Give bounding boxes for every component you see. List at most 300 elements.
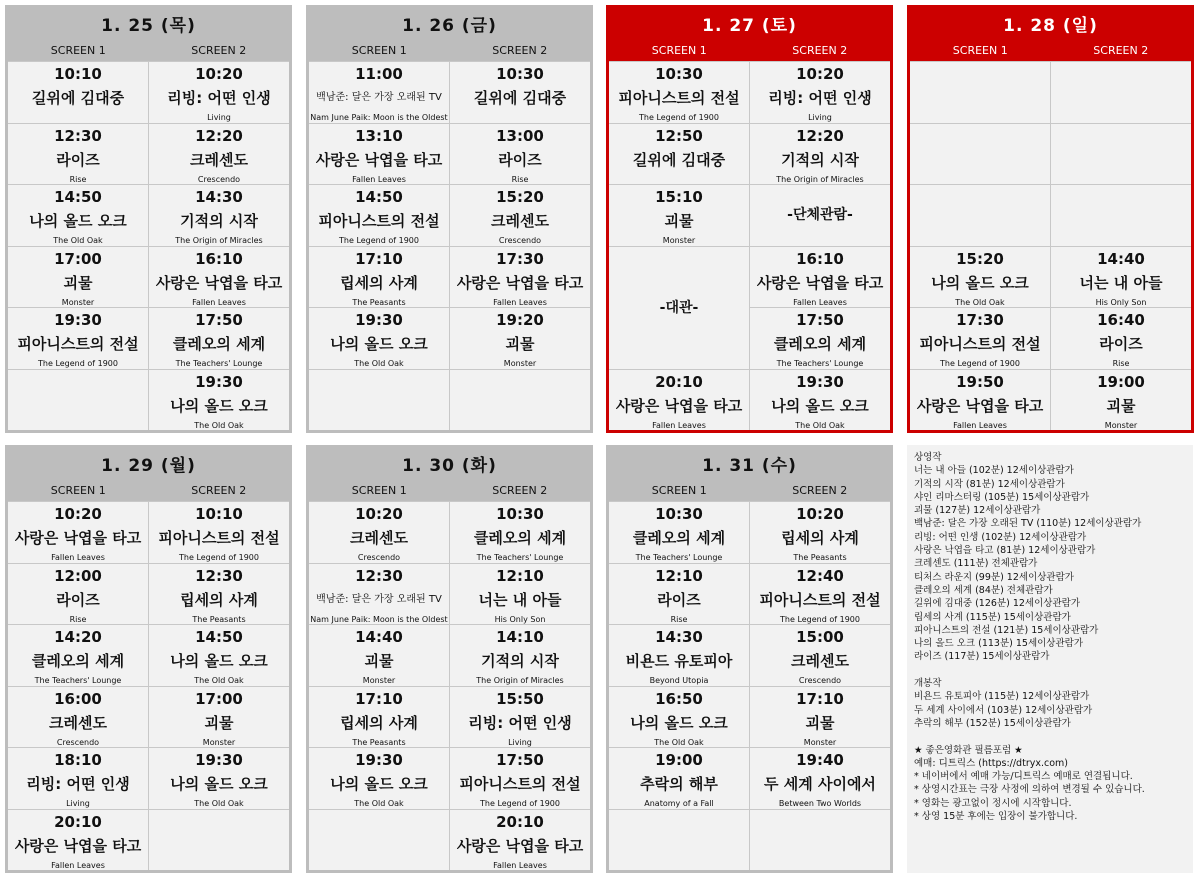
movie-title-ko: 피아니스트의 전설 xyxy=(17,335,139,353)
showtime: 12:20 xyxy=(796,126,844,145)
showtime: 19:00 xyxy=(655,751,703,769)
screening-slot[interactable] xyxy=(450,563,590,625)
screening-slot[interactable] xyxy=(8,184,148,246)
screening-slot[interactable] xyxy=(750,123,890,185)
screening-slot[interactable] xyxy=(609,61,749,123)
screen-column xyxy=(8,61,148,430)
movie-title-en: Fallen Leaves xyxy=(51,553,105,562)
info-line: 예매: 디트릭스 (https://dtryx.com) xyxy=(914,757,1068,769)
showtime: 14:50 xyxy=(195,628,243,646)
movie-title-en: Rise xyxy=(1112,359,1130,368)
screening-slot[interactable] xyxy=(309,307,449,369)
screening-slot[interactable] xyxy=(149,501,289,563)
screen-label: SCREEN 1 xyxy=(952,44,1008,57)
screen-header xyxy=(309,41,590,61)
showtime: 15:50 xyxy=(496,689,544,708)
movie-title-en: The Legend of 1900 xyxy=(339,236,419,245)
schedule-grid xyxy=(8,61,289,430)
screen-column xyxy=(449,501,590,870)
screening-slot[interactable] xyxy=(1051,246,1191,308)
movie-title-ko: 나의 올드 오크 xyxy=(931,273,1029,292)
movie-title-en: Rise xyxy=(69,174,87,184)
movie-title-ko: 크레센도 xyxy=(49,713,107,732)
screening-slot[interactable] xyxy=(910,369,1050,431)
info-line: 라이즈 (117분) 15세이상관람가 xyxy=(914,651,1050,663)
screening-slot[interactable] xyxy=(450,501,590,563)
screening-slot[interactable] xyxy=(149,246,289,308)
screening-slot[interactable] xyxy=(8,686,148,748)
movie-title-ko: 너는 내 아들 xyxy=(1079,273,1163,292)
showtime: 17:50 xyxy=(195,311,243,329)
movie-title-ko: 라이즈 xyxy=(56,590,100,609)
screen-header xyxy=(8,41,289,61)
movie-title-ko: 리빙: 어떤 인생 xyxy=(768,89,872,107)
screening-slot xyxy=(309,369,449,431)
screening-slot[interactable] xyxy=(149,686,289,748)
movie-title-en: The Teachers' Lounge xyxy=(476,553,564,562)
movie-title-ko: 백남준: 달은 가장 오래된 TV xyxy=(316,92,442,103)
movie-title-en: Fallen Leaves xyxy=(192,297,246,307)
movie-title-en: The Legend of 1900 xyxy=(780,614,860,624)
day-title: 1. 27 (토) xyxy=(609,8,890,41)
day-title: 1. 28 (일) xyxy=(910,8,1191,41)
movie-title-ko: 클레오의 세계 xyxy=(172,335,266,353)
showtime: 10:30 xyxy=(496,505,544,523)
showtime: 19:30 xyxy=(796,372,844,391)
movie-title-en: The Old Oak xyxy=(955,297,1005,307)
movie-title-ko: 피아니스트의 전설 xyxy=(618,89,740,107)
screening-slot[interactable] xyxy=(309,686,449,748)
movie-title-en: The Old Oak xyxy=(354,799,404,808)
movie-title-en: Fallen Leaves xyxy=(793,297,847,307)
showtime: 19:00 xyxy=(1097,372,1145,391)
screening-slot[interactable] xyxy=(609,123,749,185)
showtime: 14:20 xyxy=(54,628,102,646)
showtime: 10:20 xyxy=(195,65,243,83)
screening-slot[interactable] xyxy=(750,61,890,123)
screen-label: SCREEN 1 xyxy=(50,44,106,57)
screen-header xyxy=(609,481,890,501)
screen-column xyxy=(148,501,289,870)
screening-slot[interactable] xyxy=(609,501,749,563)
info-line: * 네이버에서 예매 가능/디트릭스 예매로 연결됩니다. xyxy=(914,771,1133,783)
movie-title-ko: 기적의 시작 xyxy=(781,150,859,169)
movie-title-ko: 괴물 xyxy=(364,652,394,670)
screening-slot[interactable] xyxy=(910,307,1050,369)
movie-title-ko: 크레센도 xyxy=(791,652,849,670)
screening-slot[interactable] xyxy=(750,563,890,625)
movie-title-en: Fallen Leaves xyxy=(493,297,547,307)
showtime: 16:40 xyxy=(1097,311,1145,329)
day-title: 1. 30 (화) xyxy=(309,448,590,481)
showtime: 17:30 xyxy=(956,311,1004,329)
info-line: 클레오의 세계 (84분) 전체관람가 xyxy=(914,584,1053,596)
screening-slot xyxy=(750,809,890,871)
screening-slot[interactable] xyxy=(149,184,289,246)
reserved-label: -단체관람- xyxy=(787,207,853,224)
showtime: 14:40 xyxy=(355,628,403,646)
movie-title-en: Fallen Leaves xyxy=(352,174,406,184)
movie-title-en: Living xyxy=(66,799,90,808)
screening-slot[interactable] xyxy=(609,686,749,748)
screening-slot xyxy=(309,809,449,871)
screen-header xyxy=(910,41,1191,61)
movie-title-ko: 피아니스트의 전설 xyxy=(459,775,581,793)
screening-slot xyxy=(450,369,590,431)
screening-slot[interactable] xyxy=(309,747,449,809)
screening-slot[interactable] xyxy=(8,246,148,308)
movie-title-ko: 사랑은 낙엽을 타고 xyxy=(14,836,142,855)
movie-title-ko: 나의 올드 오크 xyxy=(170,652,268,670)
screening-slot xyxy=(1051,123,1191,185)
screening-slot[interactable] xyxy=(149,307,289,369)
info-line: * 상영시간표는 극장 사정에 의하여 변경될 수 있습니다. xyxy=(914,784,1145,796)
info-line: 상영작 xyxy=(914,452,942,463)
day-schedule xyxy=(5,445,292,873)
movie-title-ko: 클레오의 세계 xyxy=(773,335,867,353)
schedule-grid xyxy=(609,61,890,430)
movie-title-en: The Peasants xyxy=(192,614,246,624)
screen-label: SCREEN 2 xyxy=(1093,44,1149,57)
screening-slot[interactable] xyxy=(8,123,148,185)
showtime: 20:10 xyxy=(54,812,102,831)
screening-slot[interactable] xyxy=(8,809,148,871)
movie-title-ko: 라이즈 xyxy=(498,150,542,169)
movie-title-ko: 사랑은 낙엽을 타고 xyxy=(456,273,584,292)
screening-slot[interactable] xyxy=(450,184,590,246)
day-title: 1. 25 (목) xyxy=(8,8,289,41)
movie-title-ko: 괴물 xyxy=(505,335,535,353)
showtime: 16:10 xyxy=(195,249,243,268)
movie-title-en: His Only Son xyxy=(1095,297,1147,307)
movie-title-ko: 추락의 해부 xyxy=(640,775,718,793)
reserved-slot xyxy=(609,246,749,369)
screen-column xyxy=(1050,61,1191,430)
movie-title-ko: 괴물 xyxy=(63,273,93,292)
info-line: 백남준: 달은 가장 오래된 TV (110분) 12세이상관람가 xyxy=(914,518,1142,530)
showtime: 19:50 xyxy=(956,372,1004,391)
screening-slot[interactable] xyxy=(1051,307,1191,369)
screening-slot[interactable] xyxy=(609,184,749,246)
screening-slot[interactable] xyxy=(910,246,1050,308)
movie-title-ko: 길위에 김대중 xyxy=(31,89,125,107)
showtime: 19:30 xyxy=(195,372,243,391)
showtime: 13:10 xyxy=(355,126,403,145)
movie-title-ko: 피아니스트의 전설 xyxy=(919,335,1041,353)
movie-title-ko: 괴물 xyxy=(204,713,234,732)
movie-title-ko: 피아니스트의 전설 xyxy=(158,529,280,547)
schedule-grid xyxy=(309,61,590,430)
screening-slot[interactable] xyxy=(309,246,449,308)
screen-column xyxy=(309,61,449,430)
screen-label: SCREEN 2 xyxy=(191,484,247,497)
screening-slot[interactable] xyxy=(750,686,890,748)
screening-slot[interactable] xyxy=(450,809,590,871)
info-line: 비욘드 유토피아 (115분) 12세이상관람가 xyxy=(914,691,1090,703)
screen-column xyxy=(910,61,1050,430)
screening-slot[interactable] xyxy=(450,686,590,748)
screening-slot[interactable] xyxy=(750,307,890,369)
screening-slot[interactable] xyxy=(450,624,590,686)
movie-title-en: His Only Son xyxy=(494,614,546,624)
movie-title-en: Fallen Leaves xyxy=(652,420,706,430)
screening-slot[interactable] xyxy=(149,747,289,809)
screening-slot[interactable] xyxy=(1051,369,1191,431)
showtime: 19:30 xyxy=(355,311,403,329)
movie-title-ko: 사랑은 낙엽을 타고 xyxy=(615,396,743,415)
movie-title-ko: 사랑은 낙엽을 타고 xyxy=(315,150,443,169)
screening-slot[interactable] xyxy=(309,563,449,625)
showtime: 12:30 xyxy=(195,566,243,585)
movie-title-en: The Legend of 1900 xyxy=(38,359,118,368)
screening-slot[interactable] xyxy=(450,246,590,308)
screen-column xyxy=(749,61,890,430)
showtime: 17:00 xyxy=(195,689,243,708)
screening-slot xyxy=(8,369,148,431)
screen-label: SCREEN 2 xyxy=(792,44,848,57)
screening-slot xyxy=(149,809,289,871)
screening-slot[interactable] xyxy=(450,61,590,123)
showtime: 14:50 xyxy=(54,188,102,206)
showtime: 16:10 xyxy=(796,249,844,268)
movie-title-ko: 두 세계 사이에서 xyxy=(764,775,876,793)
movie-title-ko: 클레오의 세계 xyxy=(31,652,125,670)
info-line: 너는 내 아들 (102분) 12세이상관람가 xyxy=(914,465,1074,477)
showtime: 12:20 xyxy=(195,126,243,145)
screen-label: SCREEN 1 xyxy=(651,484,707,497)
screening-slot[interactable] xyxy=(750,747,890,809)
screening-slot[interactable] xyxy=(750,624,890,686)
movie-title-en: Fallen Leaves xyxy=(51,860,105,870)
screening-slot[interactable] xyxy=(309,123,449,185)
movie-title-ko: 비욘드 유토피아 xyxy=(625,652,733,670)
movie-title-ko: 라이즈 xyxy=(657,590,701,609)
screen-column xyxy=(749,501,890,870)
movie-title-ko: 클레오의 세계 xyxy=(632,529,726,547)
screening-slot xyxy=(910,61,1050,123)
screening-slot xyxy=(1051,184,1191,246)
movie-title-ko: 사랑은 낙엽을 타고 xyxy=(14,529,142,547)
screening-slot[interactable] xyxy=(309,501,449,563)
showtime: 17:10 xyxy=(355,249,403,268)
screening-slot[interactable] xyxy=(450,123,590,185)
screen-column xyxy=(609,61,749,430)
showtime: 16:50 xyxy=(655,689,703,708)
movie-title-en: Nam June Paik: Moon is the Oldest xyxy=(310,614,448,624)
movie-title-ko: 사랑은 낙엽을 타고 xyxy=(155,273,283,292)
info-line: 기적의 시작 (81분) 12세이상관람가 xyxy=(914,478,1065,490)
showtime: 12:10 xyxy=(496,566,544,585)
movie-title-en: The Peasants xyxy=(352,297,406,307)
movie-title-en: The Old Oak xyxy=(654,737,704,747)
movie-title-ko: 백남준: 달은 가장 오래된 TV xyxy=(316,593,442,605)
screening-slot[interactable] xyxy=(750,501,890,563)
movie-title-en: The Old Oak xyxy=(53,236,103,245)
day-schedule xyxy=(907,5,1194,433)
showtime: 12:40 xyxy=(796,566,844,585)
movie-title-ko: 리빙: 어떤 인생 xyxy=(468,713,572,732)
screening-slot[interactable] xyxy=(8,563,148,625)
movie-title-ko: 크레센도 xyxy=(190,150,248,169)
screening-slot[interactable] xyxy=(149,369,289,431)
showtime: 13:00 xyxy=(496,126,544,145)
movie-title-en: The Old Oak xyxy=(194,420,244,430)
showtime: 17:50 xyxy=(796,311,844,329)
showtime: 14:40 xyxy=(1097,249,1145,268)
screen-label: SCREEN 1 xyxy=(351,484,407,497)
showtime: 14:30 xyxy=(655,628,703,646)
screen-column xyxy=(8,501,148,870)
movie-title-en: Fallen Leaves xyxy=(953,420,1007,430)
showtime: 15:00 xyxy=(796,628,844,646)
screening-slot xyxy=(609,809,749,871)
info-line: 나의 올드 오크 (113분) 15세이상관람가 xyxy=(914,638,1084,650)
screen-header xyxy=(8,481,289,501)
movie-title-ko: 길위에 김대중 xyxy=(473,89,567,107)
movie-title-ko: 나의 올드 오크 xyxy=(170,775,268,793)
screening-slot[interactable] xyxy=(609,747,749,809)
movie-title-ko: 립세의 사계 xyxy=(340,273,418,292)
info-line xyxy=(914,664,1186,677)
screening-slot[interactable] xyxy=(309,624,449,686)
movie-title-en: The Peasants xyxy=(352,737,406,747)
screening-slot[interactable] xyxy=(609,563,749,625)
movie-title-ko: 라이즈 xyxy=(1099,335,1143,353)
movie-title-en: The Origin of Miracles xyxy=(776,174,864,184)
movie-title-ko: 나의 올드 오크 xyxy=(29,212,127,230)
day-title: 1. 26 (금) xyxy=(309,8,590,41)
movie-title-en: Between Two Worlds xyxy=(778,799,862,808)
showtime: 10:10 xyxy=(195,505,243,523)
screening-slot xyxy=(910,123,1050,185)
showtime: 10:30 xyxy=(655,505,703,523)
showtime: 17:30 xyxy=(496,249,544,268)
movie-title-ko: 너는 내 아들 xyxy=(478,590,562,609)
movie-title-ko: 나의 올드 오크 xyxy=(330,775,428,793)
movie-title-en: Fallen Leaves xyxy=(493,860,547,870)
screen-label: SCREEN 2 xyxy=(492,44,548,57)
schedule-grid xyxy=(609,501,890,870)
movie-title-en: The Origin of Miracles xyxy=(175,236,263,245)
screening-slot[interactable] xyxy=(309,61,449,123)
screening-slot[interactable] xyxy=(609,624,749,686)
screening-slot[interactable] xyxy=(750,369,890,431)
showtime: 15:20 xyxy=(956,249,1004,268)
screening-slot[interactable] xyxy=(8,747,148,809)
showtime: 10:30 xyxy=(496,65,544,83)
screen-label: SCREEN 1 xyxy=(651,44,707,57)
movie-title-en: Monster xyxy=(1104,420,1138,430)
screening-slot[interactable] xyxy=(8,61,148,123)
screening-slot[interactable] xyxy=(609,369,749,431)
info-line: 사랑은 낙엽을 타고 (81분) 12세이상관람가 xyxy=(914,545,1096,557)
screening-slot[interactable] xyxy=(149,563,289,625)
screening-slot[interactable] xyxy=(450,307,590,369)
info-line: 크레센도 (111분) 전체관람가 xyxy=(914,558,1038,570)
movie-title-ko: 나의 올드 오크 xyxy=(630,713,728,732)
screen-header xyxy=(309,481,590,501)
movie-title-ko: 나의 올드 오크 xyxy=(771,396,869,415)
movie-title-en: Monster xyxy=(503,359,537,368)
screening-slot[interactable] xyxy=(8,307,148,369)
screening-slot[interactable] xyxy=(149,624,289,686)
screening-slot[interactable] xyxy=(450,747,590,809)
screening-slot[interactable] xyxy=(750,246,890,308)
movie-title-en: The Origin of Miracles xyxy=(476,676,564,685)
screening-slot[interactable] xyxy=(149,61,289,123)
info-line: 괴물 (127분) 12세이상관람가 xyxy=(914,505,1041,517)
movie-title-en: Living xyxy=(207,113,231,122)
showtime: 19:30 xyxy=(355,751,403,769)
movie-title-ko: 리빙: 어떤 인생 xyxy=(167,89,271,107)
showtime: 15:20 xyxy=(496,188,544,206)
movie-title-ko: 괴물 xyxy=(664,212,694,230)
movie-title-en: Crescendo xyxy=(357,553,401,562)
day-title: 1. 29 (월) xyxy=(8,448,289,481)
info-line: 리빙: 어떤 인생 (102분) 12세이상관람가 xyxy=(914,531,1087,543)
movie-title-en: Living xyxy=(808,113,832,122)
movie-title-en: Living xyxy=(508,737,532,747)
movie-title-en: Monster xyxy=(803,737,837,747)
movie-title-en: The Old Oak xyxy=(194,676,244,685)
showtime: 10:20 xyxy=(796,505,844,523)
movie-title-en: The Legend of 1900 xyxy=(940,359,1020,368)
day-schedule xyxy=(306,445,593,873)
info-line: 추락의 해부 (152분) 15세이상관람가 xyxy=(914,717,1071,729)
day-schedule xyxy=(5,5,292,433)
movie-title-ko: 사랑은 낙엽을 타고 xyxy=(456,836,584,855)
info-line: 립세의 사계 (115분) 15세이상관람가 xyxy=(914,611,1071,623)
movie-title-en: Monster xyxy=(662,236,696,245)
screening-slot[interactable] xyxy=(8,501,148,563)
screen-label: SCREEN 2 xyxy=(792,484,848,497)
movie-title-en: Crescendo xyxy=(798,676,842,685)
showtime: 12:50 xyxy=(655,126,703,145)
showtime: 12:30 xyxy=(54,126,102,145)
screening-slot[interactable] xyxy=(8,624,148,686)
movie-title-ko: 괴물 xyxy=(1106,396,1136,415)
screen-column xyxy=(309,501,449,870)
screen-label: SCREEN 2 xyxy=(492,484,548,497)
movie-title-ko: 크레센도 xyxy=(491,212,549,230)
movie-title-ko: 사랑은 낙엽을 타고 xyxy=(756,273,884,292)
movie-title-en: The Old Oak xyxy=(194,799,244,808)
movie-title-ko: 길위에 김대중 xyxy=(632,150,726,169)
showtime: 11:00 xyxy=(355,65,403,83)
info-line: ★ 좋은영화관 필름포럼 ★ xyxy=(914,744,1023,756)
movie-title-en: Monster xyxy=(202,737,236,747)
showtime: 10:20 xyxy=(355,505,403,523)
movie-title-en: Beyond Utopia xyxy=(649,676,709,685)
day-schedule xyxy=(606,445,893,873)
schedule-grid xyxy=(309,501,590,870)
screening-slot[interactable] xyxy=(309,184,449,246)
info-line: * 영화는 광고없이 정시에 시작합니다. xyxy=(914,797,1072,809)
movie-title-ko: 기적의 시작 xyxy=(180,212,258,230)
info-line: 티처스 라운지 (99분) 12세이상관람가 xyxy=(914,571,1074,583)
movie-title-ko: 크레센도 xyxy=(350,529,408,547)
screening-slot[interactable] xyxy=(149,123,289,185)
movie-title-en: The Teachers' Lounge xyxy=(776,359,864,368)
showtime: 19:30 xyxy=(54,311,102,329)
showtime: 14:50 xyxy=(355,188,403,206)
info-line: * 상영 15분 후에는 입장이 불가합니다. xyxy=(914,811,1078,823)
reserved-label: -대관- xyxy=(659,299,699,316)
movie-title-en: The Teachers' Lounge xyxy=(635,553,723,562)
movie-title-en: The Old Oak xyxy=(795,420,845,430)
movie-title-ko: 괴물 xyxy=(805,713,835,732)
screening-slot xyxy=(910,184,1050,246)
